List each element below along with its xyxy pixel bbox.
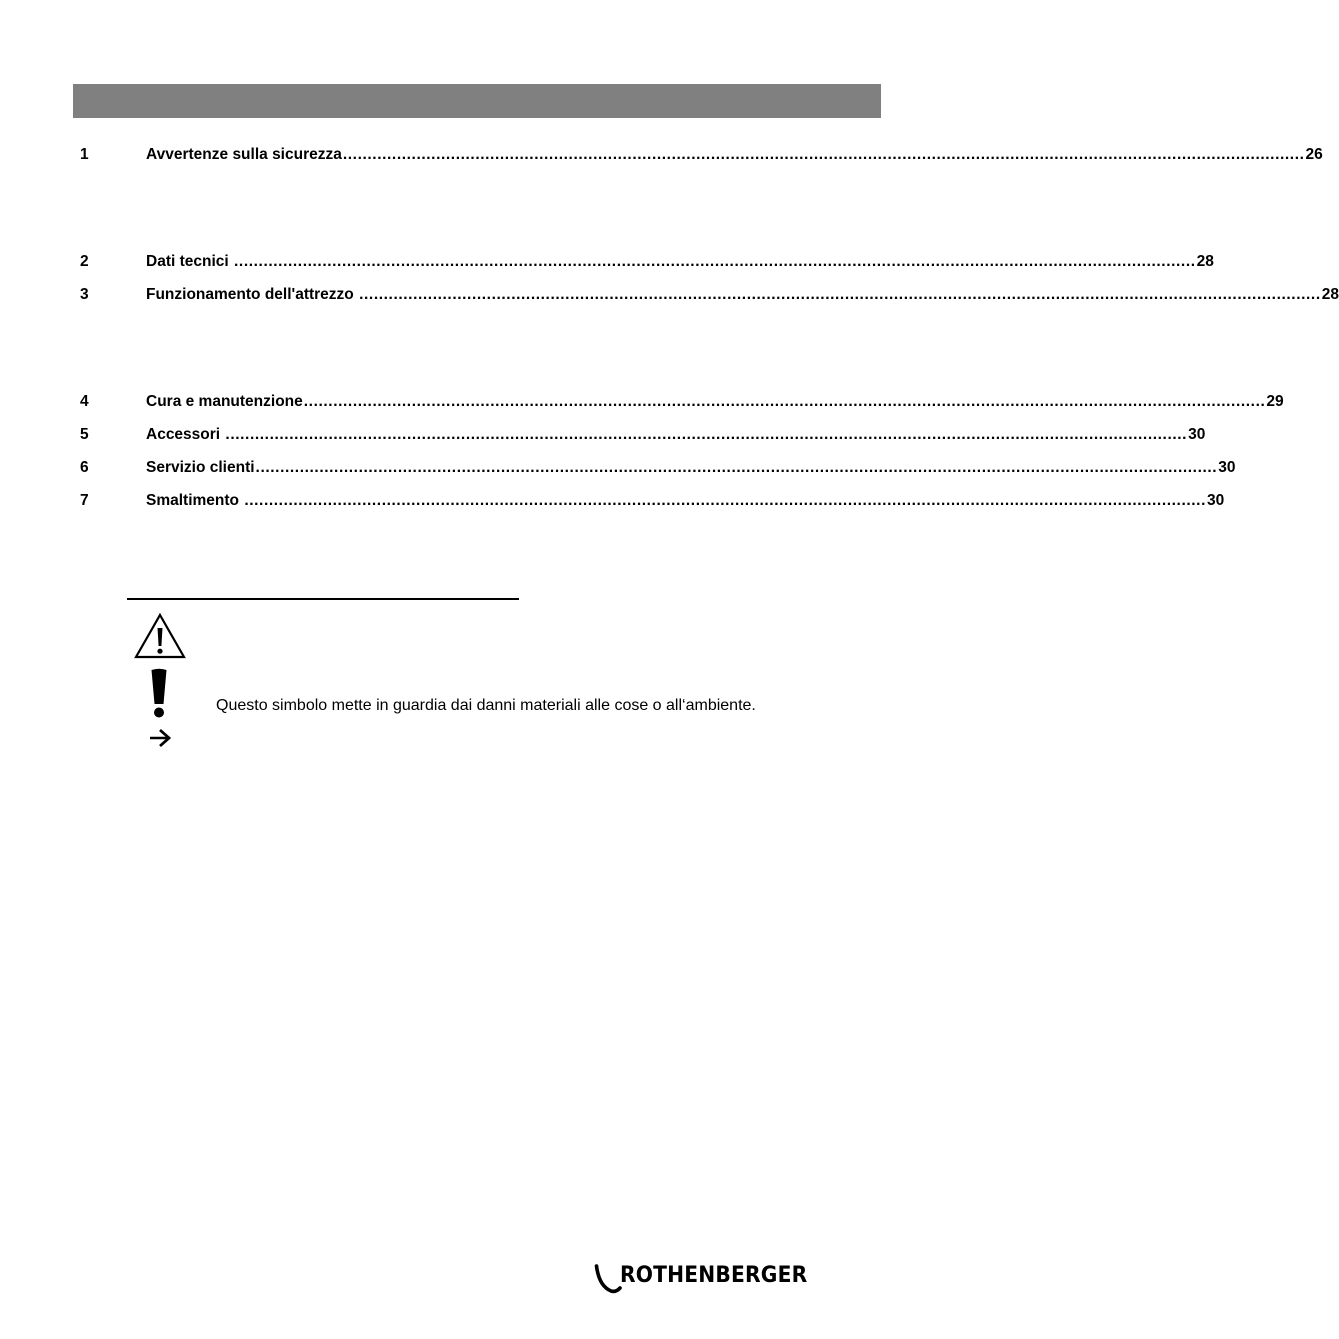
exclamation-icon [149,668,169,725]
toc-number: 7 [80,492,89,509]
arrow-right-icon [149,728,173,753]
warning-triangle-icon [133,612,187,665]
toc-title: Servizio clienti [146,459,255,476]
toc-title: Dati tecnici [146,253,233,270]
header-bar [73,84,881,118]
toc-entry-7[interactable] [80,491,1225,511]
toc-leader-dots: .................................................................................................................................................................................................... [303,393,1266,410]
toc-leader-dots: .................................................................................................................................................................................................... [225,426,1188,443]
brand-name: ROTHENBERGER [620,1263,808,1288]
rothenberger-logo [594,1262,824,1296]
toc-entry-2[interactable] [80,252,1214,272]
toc-entry-5[interactable] [80,425,1206,445]
section-divider [127,598,519,600]
toc-title: Accessori [146,426,225,443]
toc-leader-dots: .................................................................................................................................................................................................... [342,146,1305,163]
toc-leader-dots: .................................................................................................................................................................................................... [234,253,1196,270]
toc-page-number: 26 [1305,146,1323,163]
toc-title: Funzionamento dell'attrezzo [146,286,359,303]
toc-number: 4 [80,393,89,410]
toc-entry-6[interactable] [80,458,1236,478]
toc-page-number: 28 [1321,286,1339,303]
toc-entry-3[interactable] [80,285,1339,305]
toc-entry-4[interactable] [80,392,1284,412]
toc-page-number: 30 [1206,492,1225,509]
caution-description: Questo simbolo mette in guardia dai danni materiali alle cose o all‘ambiente. [216,697,756,714]
toc-title: Avvertenze sulla sicurezza [146,146,342,163]
toc-page-number: 30 [1188,426,1206,443]
toc-leader-dots: .................................................................................................................................................................................................... [359,286,1321,303]
toc-number: 5 [80,426,89,443]
toc-number: 1 [80,146,89,163]
toc-page-number: 30 [1218,459,1236,476]
toc-number: 6 [80,459,89,476]
toc-entry-1[interactable] [80,145,1323,165]
toc-leader-dots: .................................................................................................................................................................................................... [244,492,1206,509]
toc-leader-dots: .................................................................................................................................................................................................... [255,459,1218,476]
toc-title: Smaltimento [146,492,244,509]
toc-title: Cura e manutenzione [146,393,303,410]
toc-page-number: 29 [1266,393,1284,410]
toc-number: 3 [80,286,89,303]
toc-page-number: 28 [1196,253,1214,270]
toc-number: 2 [80,253,89,270]
logo-hook-icon [594,1262,622,1296]
